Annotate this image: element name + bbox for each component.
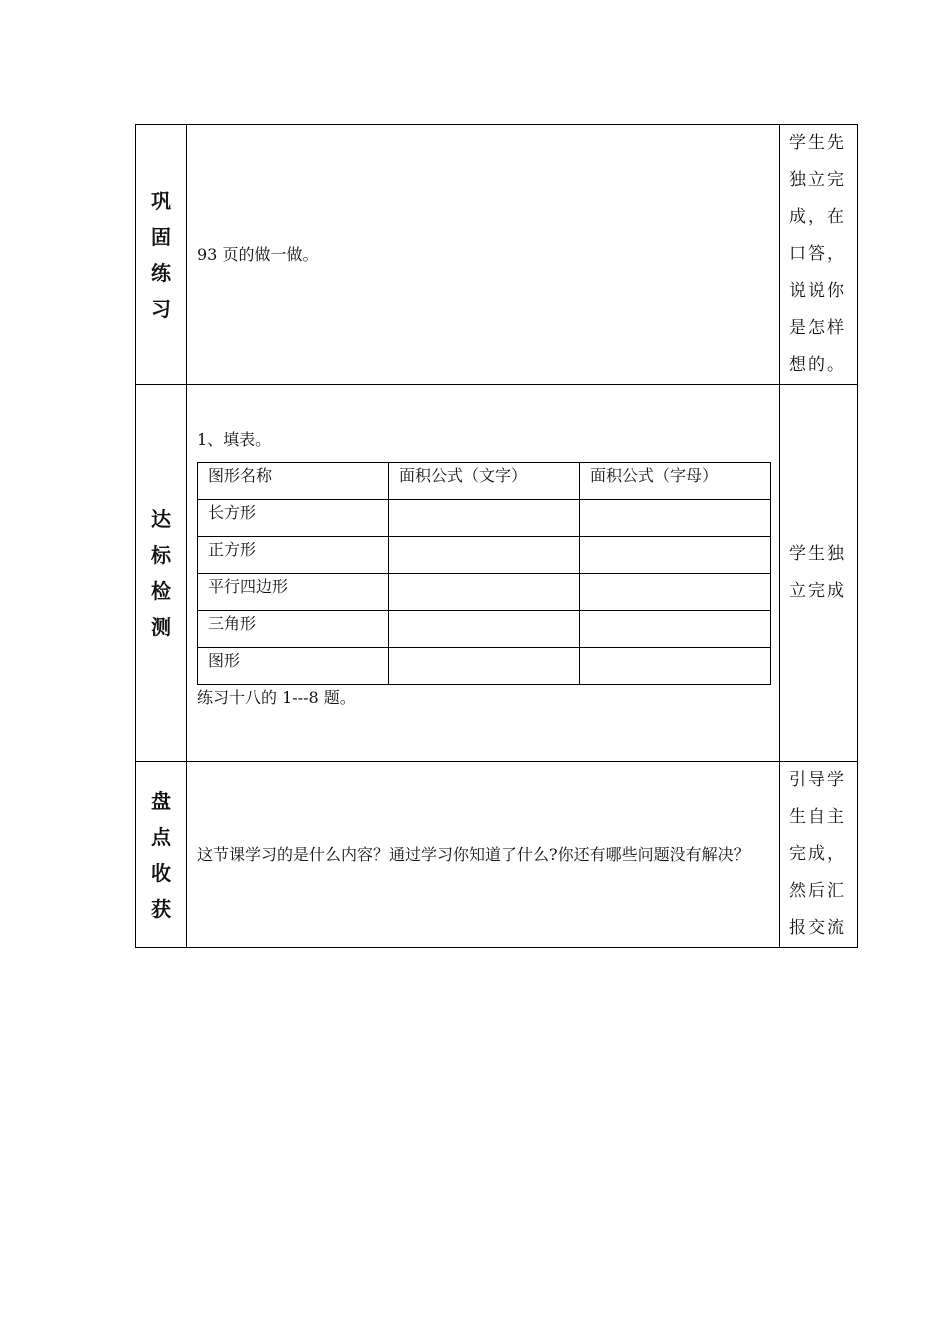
table-row: [198, 537, 771, 574]
table-cell[interactable]: [580, 537, 771, 574]
table-row: [198, 648, 771, 685]
table-cell[interactable]: [389, 611, 580, 648]
table-cell[interactable]: [580, 648, 771, 685]
reflection-questions: 这节课学习的是什么内容？通过学习你知道了什么?你还有哪些问题没有解决？: [197, 844, 750, 864]
table-cell: 平行四边形: [198, 574, 389, 611]
table-cell[interactable]: [389, 648, 580, 685]
section-content: [187, 125, 780, 385]
section-consolidation: [136, 125, 858, 385]
section-label: 巩 固 练 习: [136, 125, 187, 385]
fill-table-instruction: 1、填表。: [197, 430, 272, 449]
section-note: 学生先 独立完 成，在 口答， 说说你 是怎样 想的。: [780, 125, 858, 385]
table-cell[interactable]: [389, 500, 580, 537]
table-cell[interactable]: [389, 537, 580, 574]
section-content: [187, 385, 780, 762]
table-cell[interactable]: [580, 574, 771, 611]
exercise-text: 练习十八的 1---8 题。: [197, 688, 356, 707]
section-label: 盘 点 收 获: [136, 762, 187, 948]
table-row: [198, 574, 771, 611]
lesson-plan-table: [135, 124, 858, 948]
section-note: 引导学 生自主 完成， 然后汇 报交流: [780, 762, 858, 948]
formula-table: [197, 462, 771, 685]
table-cell: 三角形: [198, 611, 389, 648]
table-row: [198, 500, 771, 537]
section-assessment: [136, 385, 858, 762]
table-cell[interactable]: [580, 500, 771, 537]
table-header-row: [198, 463, 771, 500]
table-cell[interactable]: [580, 611, 771, 648]
table-row: [198, 611, 771, 648]
section-summary: [136, 762, 858, 948]
table-header: 图形名称: [198, 463, 389, 500]
table-cell: 正方形: [198, 537, 389, 574]
section-content: [187, 762, 780, 948]
table-header: 面积公式（字母）: [580, 463, 771, 500]
table-cell: 图形: [198, 648, 389, 685]
table-cell: 长方形: [198, 500, 389, 537]
exercise-text: 93 页的做一做。: [197, 244, 319, 264]
section-note: 学生独 立完成: [780, 385, 858, 762]
section-label: 达 标 检 测: [136, 385, 187, 762]
table-header: 面积公式（文字）: [389, 463, 580, 500]
table-cell[interactable]: [389, 574, 580, 611]
